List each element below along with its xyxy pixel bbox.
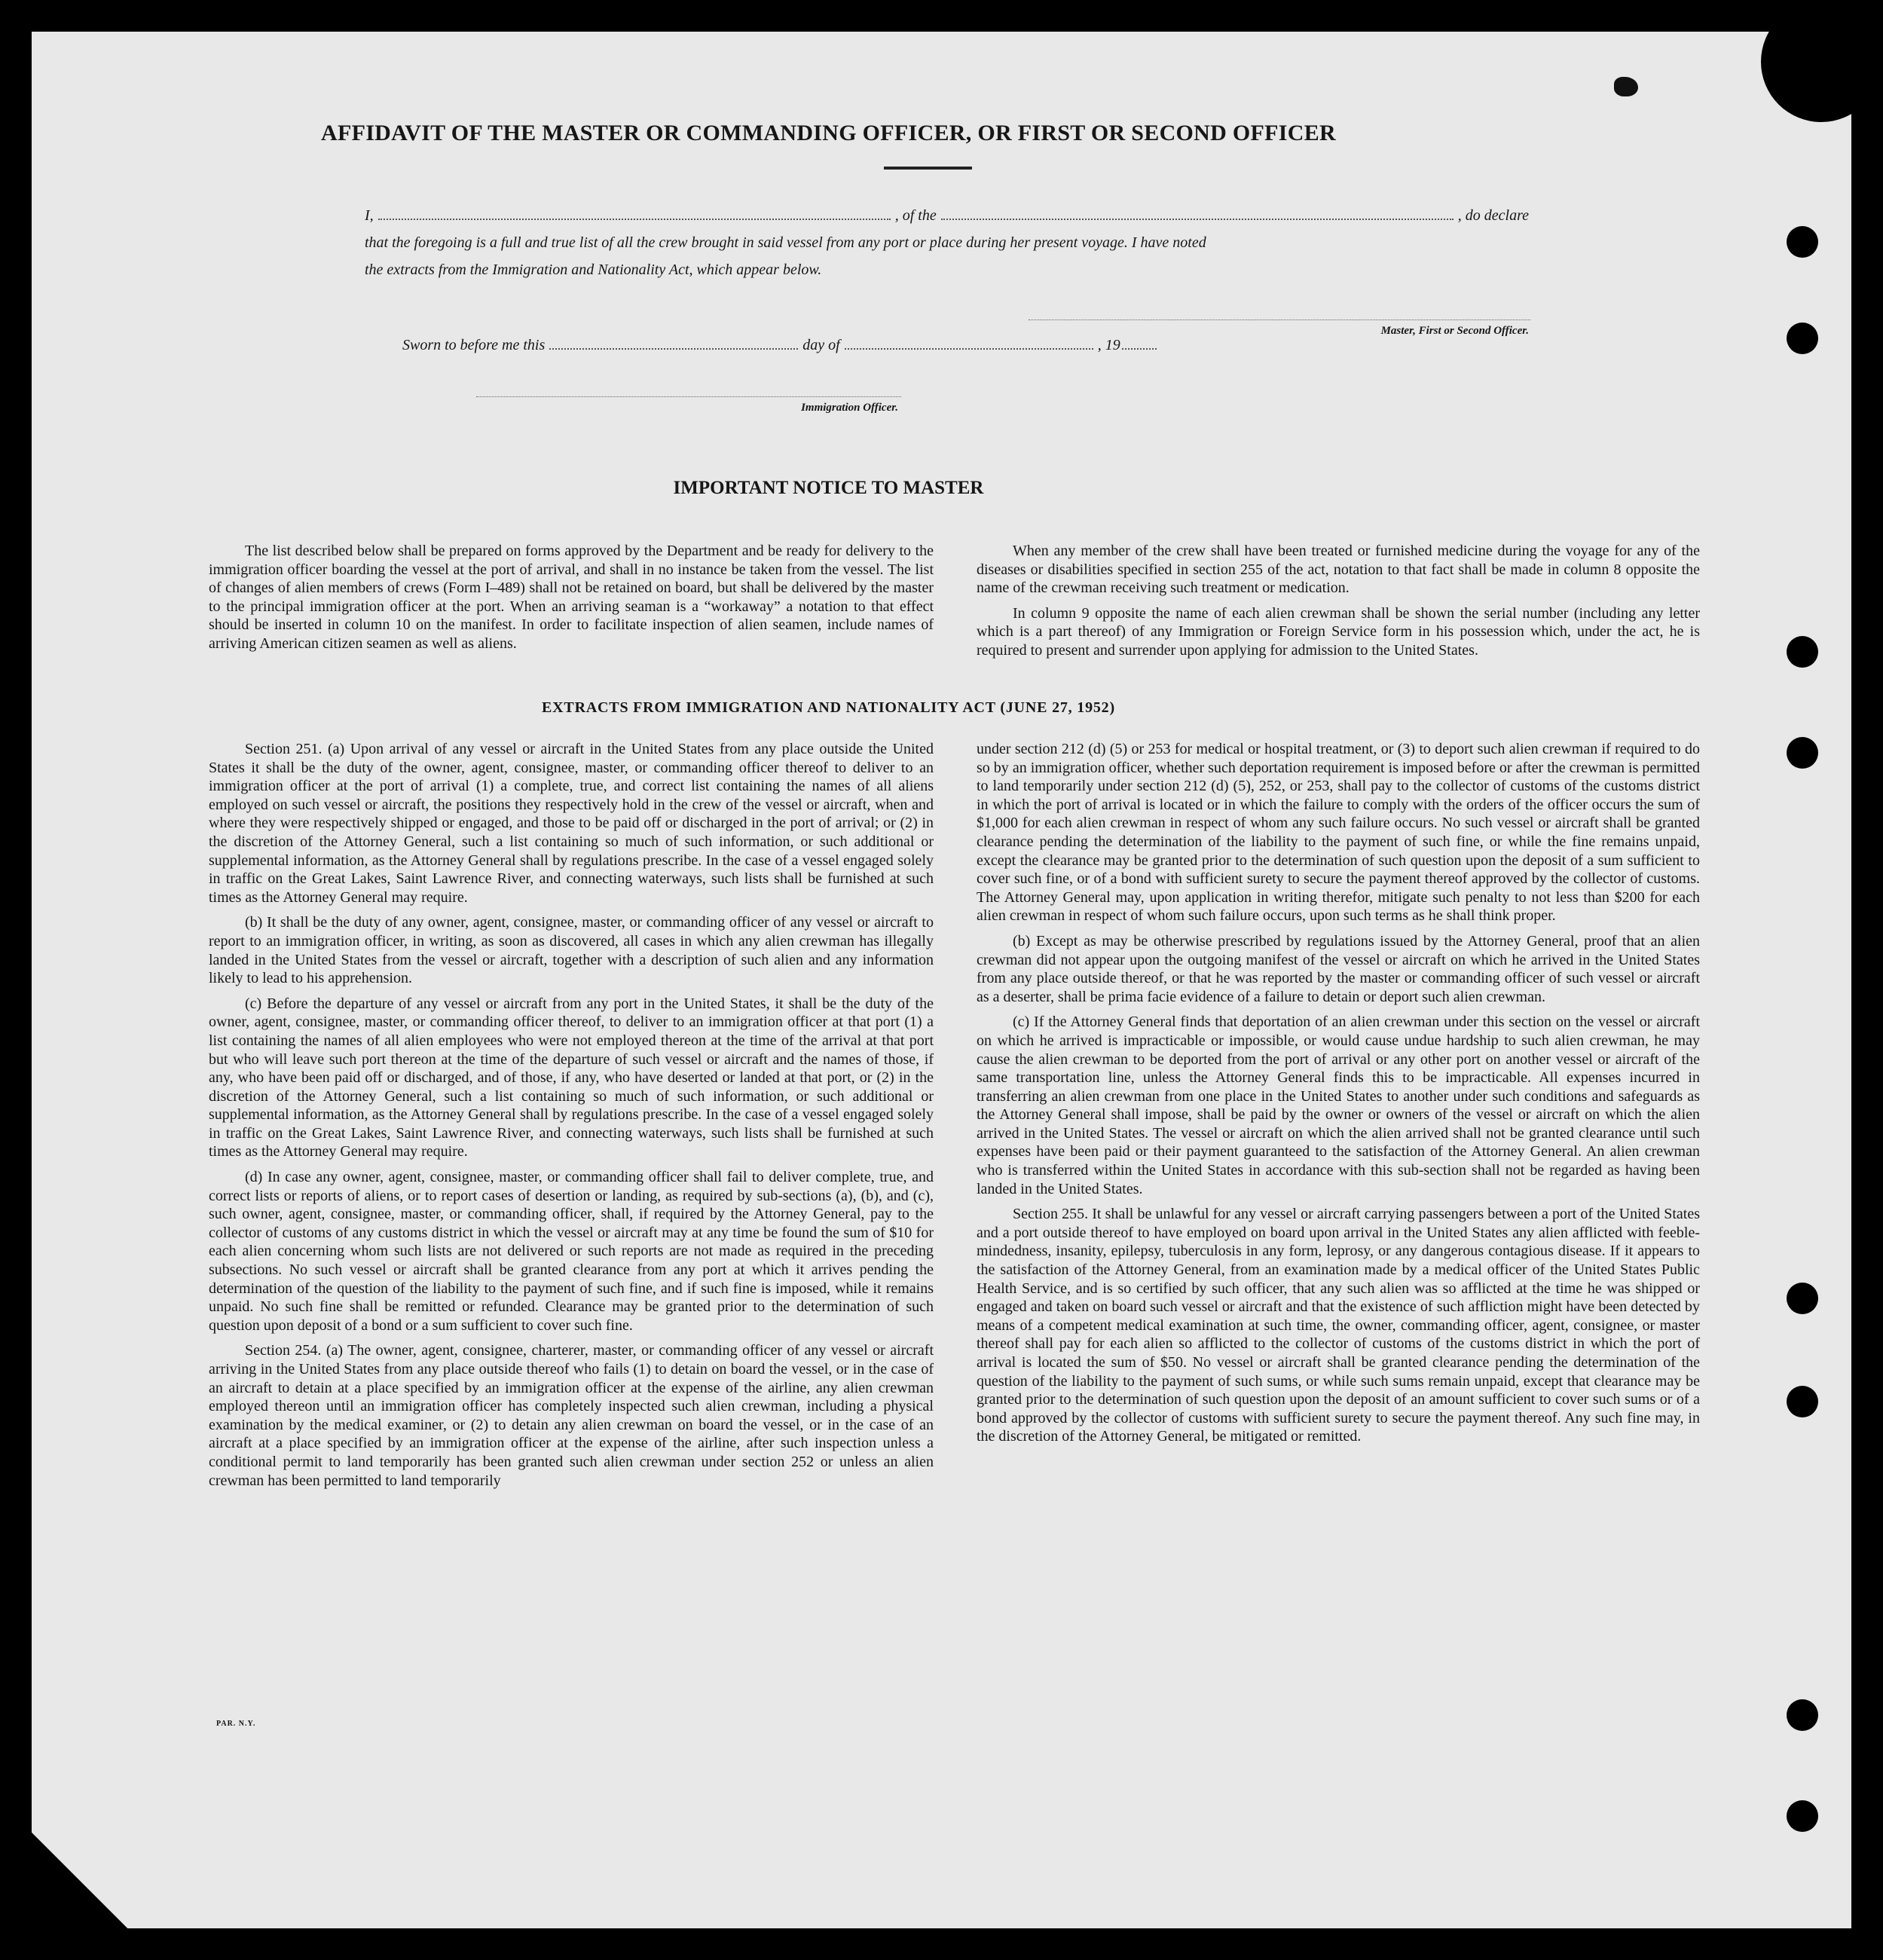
punch-hole xyxy=(1787,1699,1818,1731)
section-paragraph: (c) Before the departure of any vessel or aircraft from any port in the United States, it shall be the duty of the owner, agent, consignee, master, or commanding officer thereof, to deliver to an immigration officer at that port (1) a list containing the names of all alien employees who were not employed thereon at the time of the arrival at that port but who will leave such port thereon at the time of the departure of such vessel or aircraft and the names of those, if any, who have been paid off or discharged, and of those, if any, who have deserted or landed at that port, or (2) in the discretion of the Attorney General, such a list containing so much of such information, or such additional or supplemental information, as the Attorney General shall by regulations prescribe. In the case of a vessel engaged solely in traffic on the Great Lakes, Saint Lawrence River, and connecting waterways, such lists shall be furnished at such times as the Attorney General may require. xyxy=(209,995,934,1160)
title-rule xyxy=(884,167,972,170)
extracts-right-column xyxy=(977,740,1700,1453)
punch-hole xyxy=(1787,737,1818,769)
declaration-line xyxy=(365,202,1529,229)
master-signature-label: Master, First or Second Officer. xyxy=(1380,325,1529,337)
section-paragraph: (b) Except as may be otherwise prescribed by regulations issued by the Attorney General, proof that an alien crewman did not appear upon the outgoing manifest of the vessel or aircraft on which he arrived in the United States from any place outside thereof, or that he was reported by the master or commanding officer of such vessel or aircraft as a deserter, shall be prima facie evidence of a failure to detain or deport such alien crewman. xyxy=(977,932,1700,1005)
document-page xyxy=(32,32,1851,1928)
immigration-officer-signature-field[interactable] xyxy=(476,396,901,398)
notice-left-column xyxy=(209,542,934,660)
sworn-label: Sworn to before me this xyxy=(402,337,546,353)
punch-hole xyxy=(1787,226,1818,258)
notice-title: IMPORTANT NOTICE TO MASTER xyxy=(673,478,984,498)
section-paragraph: Section 254. (a) The owner, agent, consignee, charterer, master, or commanding officer of any vessel or aircraft arriving in the United States from any place outside thereof who fails (1) to detain on board the vessel, or in the case of an aircraft to detain at a place specified by an immigration officer at the expense of the airline, any alien crewman employed thereon until an immigration officer has completely inspected such alien crewman, including a physical examination by the medical examiner, or (2) to detain any alien crewman on board the vessel, or in the case of an aircraft at a place specified by an immigration officer at the expense of the airline, after such inspection unless a conditional permit to land temporarily has been granted such alien crewman under section 252 or unless an alien crewman has been permitted to land temporarily xyxy=(209,1342,934,1489)
punch-hole xyxy=(1787,323,1818,354)
section-paragraph: (b) It shall be the duty of any owner, agent, consignee, master, or commanding officer of any vessel or aircraft to report to an immigration officer, in writing, as soon as discovered, all cases in which any alien crewman has illegally landed in the United States from the vessel or aircraft, together with a description of such alien and any information likely to lead to his apprehension. xyxy=(209,914,934,987)
month-field[interactable] xyxy=(845,335,1093,350)
section-paragraph: (d) In case any owner, agent, consignee, master, or commanding officer shall fail to deliver complete, true, and correct lists or reports of aliens, or to report cases of desertion or landing, as required by sub-sections (a), (b), and (c), such owner, agent, consignee, master, or commanding officer, shall, if required by the Attorney General, pay to the collector of customs of any customs district in which the vessel or aircraft may at any time be found the sum of $10 for each alien concerning whom such lists are not delivered or such reports are not made as required in the preceding subsections. No such vessel or aircraft shall be granted clearance from any port at which it arrives pending the determination of the question of the liability to the payment of such fine, and if such fine is imposed, while it remains unpaid. No such fine shall be remitted or refunded. Clearance may be granted prior to the determination of such question upon deposit of a bond or a sum sufficient to cover such fine. xyxy=(209,1169,934,1334)
extracts-left-column xyxy=(209,740,934,1497)
cut-corner xyxy=(32,1833,127,1928)
printer-mark: PAR. N.Y. xyxy=(216,1720,256,1728)
immigration-officer-label: Immigration Officer. xyxy=(801,402,898,414)
sworn-line xyxy=(402,332,1254,359)
name-field[interactable] xyxy=(378,205,891,220)
declaration-text-line2: that the foregoing is a full and true list of all the crew brought in said vessel from any port or place during her present voyage. I have noted xyxy=(365,234,1206,251)
day-field[interactable] xyxy=(549,335,798,350)
paper-damage xyxy=(1614,77,1638,96)
notice-right-column xyxy=(977,542,1700,667)
notice-paragraph: The list described below shall be prepared on forms approved by the Department and be ready for delivery to the immigration officer boarding the vessel at the port of arrival, and shall in no instance be taken from the vessel. The list of changes of alien members of crews (Form I–489) shall not be retained on board, but shall be delivered by the master to the principal immigration officer at the port. When an arriving seaman is a “workaway” a notation to that effect should be inserted in column 10 on the manifest. In order to facilitate inspection of alien seamen, include names of arriving American citizen seamen as well as aliens. xyxy=(209,543,934,652)
extracts-title: EXTRACTS FROM IMMIGRATION AND NATIONALITY ACT (JUNE 27, 1952) xyxy=(542,699,1115,716)
notice-paragraph: When any member of the crew shall have been treated or furnished medicine during the voyage for any of the diseases or disabilities specified in section 255 of the act, notation to that fact shall be made in column 8 opposite the name of the crewman receiving such treatment or medication. xyxy=(977,543,1700,597)
section-paragraph: under section 212 (d) (5) or 253 for medical or hospital treatment, or (3) to deport such alien crewman if required to do so by an immigration officer, whether such deportation requirement is imposed before or after the crewman is permitted to land temporarily under section 212 (d) (5), 252, or 253, shall pay to the collector of customs of the customs district in which the port of arrival is located or in which the failure to comply with the orders of the officer occurs the sum of $1,000 for each alien crewman in respect of whom any such failure occurs. No such vessel or aircraft shall be granted clearance pending the determination of the liability to the payment of such fine, or while the fine remains unpaid, except the clearance may be granted prior to the determination of such question upon the deposit of a sum sufficient to cover such fine, or of a bond with sufficient surety to secure the payment thereof approved by the collector of customs. The Attorney General may, upon application in writing therefor, mitigate such penalty to not less than $200 for each alien crewman in respect of whom such failure occurs, upon such terms as he shall think proper. xyxy=(977,741,1700,925)
vessel-field[interactable] xyxy=(941,205,1454,220)
year-label: , 19 xyxy=(1097,337,1120,353)
i-label: I, xyxy=(365,207,374,224)
punch-hole xyxy=(1787,1283,1818,1314)
declaration-text-line3: the extracts from the Immigration and Nationality Act, which appear below. xyxy=(365,261,822,278)
punch-hole xyxy=(1787,636,1818,668)
day-of-label: day of xyxy=(802,337,840,353)
of-the-label: , of the xyxy=(894,207,937,224)
punch-hole xyxy=(1787,1800,1818,1832)
do-declare-label: , do declare xyxy=(1457,207,1529,224)
year-field[interactable] xyxy=(1122,335,1157,350)
punch-hole xyxy=(1787,1386,1818,1417)
affidavit-title: AFFIDAVIT OF THE MASTER OR COMMANDING OFFICER, OR FIRST OR SECOND OFFICER xyxy=(320,121,1336,145)
section-paragraph: Section 255. It shall be unlawful for any vessel or aircraft carrying passengers between a port of the United States and a port outside thereof to have employed on board upon arrival in the United States any alien afflicted with feeble-mindedness, insanity, epilepsy, tuberculosis in any form, leprosy, or any dangerous contagious disease. If it appears to the satisfaction of the Attorney General, from an examination made by a medical officer of the United States Public Health Service, and is so certified by such officer, that any such alien was so afflicted at the time he was shipped or engaged and taken on board such vessel or aircraft and that the existence of such affliction might have been detected by means of a competent medical examination at such time, the owner, commanding officer, agent, consignee, or master thereof shall pay for each alien so afflicted to the collector of customs of the customs district in which the port of arrival is located the sum of $50. No vessel or aircraft shall be granted clearance pending the determination of the question of the liability to the payment of such sums, or while such sums remain unpaid, except that clearance may be granted prior to the determination of such question upon the deposit of an amount sufficient to cover such sums or of a bond approved by the collector of customs with sufficient surety to secure the payment thereof. Any such fine may, in the discretion of the Attorney General, be mitigated or remitted. xyxy=(977,1206,1700,1445)
master-signature-field[interactable] xyxy=(1029,320,1530,321)
torn-corner xyxy=(1761,32,1851,122)
section-paragraph: (c) If the Attorney General finds that deportation of an alien crewman under this section on the vessel or aircraft on which he arrived is impracticable or impossible, or would cause undue hardship to such alien crewman, he may cause the alien crewman to be deported from the port of arrival or any other port on another vessel or aircraft of the same transportation line, unless the Attorney General finds this to be impracticable. All expenses incurred in transferring an alien crewman from one place in the United States to another under such conditions and safeguards as the Attorney General shall impose, shall be paid by the owner or owners of the vessel or aircraft on which the alien arrived in the United States. The vessel or aircraft on which the alien arrived shall not be granted clearance until such expenses have been paid or their payment guaranteed to the satisfaction of the Attorney General. An alien crewman who is transferred within the United States in accordance with this sub-section shall not be regarded as having been landed in the United States. xyxy=(977,1014,1700,1197)
section-paragraph: Section 251. (a) Upon arrival of any vessel or aircraft in the United States from any place outside the United States it shall be the duty of the owner, agent, consignee, master, or commanding officer thereof to deliver to an immigration officer at the port of arrival (1) a complete, true, and correct list containing the names of all aliens employed on such vessel or aircraft, the positions they respectively hold in the crew of the vessel or aircraft, when and where they were respectively shipped or engaged, and those to be paid off or discharged in the port of arrival; or (2) in the discretion of the Attorney General, such a list containing so much of such information, or such additional or supplemental information, as the Attorney General shall by regulations prescribe. In the case of a vessel engaged solely in traffic on the Great Lakes, Saint Lawrence River, and connecting waterways, such lists shall be furnished at such times as the Attorney General may require. xyxy=(209,741,934,906)
notice-paragraph: In column 9 opposite the name of each alien crewman shall be shown the serial number (including any letter which is a part thereof) of any Immigration or Foreign Service form in his possession which, under the act, he is required to present and surrender upon applying for admission to the United States. xyxy=(977,604,1700,659)
